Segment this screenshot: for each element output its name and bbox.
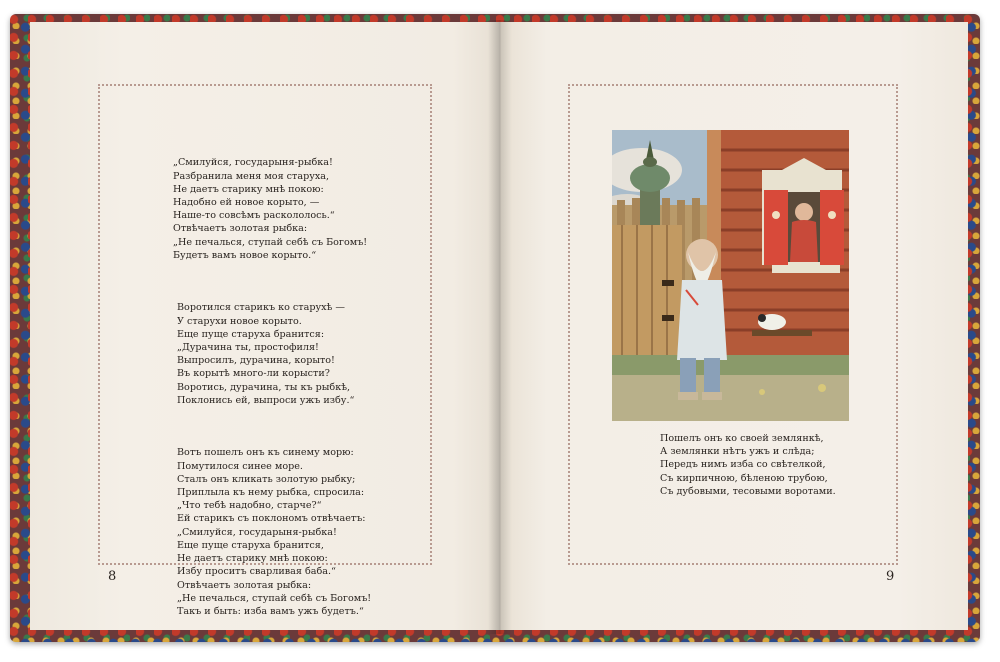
poem-line: Сталъ онъ кликать золотую рыбку; (177, 473, 356, 485)
stanza-3 (177, 446, 371, 618)
poem-line: „Не печалься, ступай себѣ съ Богомъ! (173, 236, 368, 248)
poem-line: Такъ и быть: изба вамъ ужъ будетъ.“ (177, 605, 364, 617)
poem-line: Еще пуще старуха бранится, (177, 539, 324, 551)
poem-line: Отвѣчаетъ золотая рыбка: (173, 223, 308, 235)
left-page-poem (173, 130, 371, 658)
poem-line: Приплыла къ нему рыбка, спросила: (177, 487, 365, 499)
poem-line: Не даетъ старику мнѣ покою: (173, 183, 324, 195)
poem-line: „Не печалься, ступай себѣ съ Богомъ! (177, 592, 372, 604)
poem-line: Ей старикъ съ поклономъ отвѣчаетъ: (177, 513, 366, 525)
illustration-caption (660, 432, 836, 498)
page-number-left: 8 (108, 569, 117, 584)
poem-line: „Смилуйся, государыня-рыбка! (173, 157, 333, 169)
poem-line: Разбранила меня моя старуха, (173, 170, 330, 182)
poem-line: Надобно ей новое корыто, — (173, 197, 320, 209)
right-page (500, 22, 968, 630)
poem-line: У старухи новое корыто. (177, 315, 302, 327)
poem-line: „Смилуйся, государыня-рыбка! (177, 526, 337, 538)
caption-line: Съ кирпичною, бѣленою трубою, (660, 472, 828, 484)
poem-line: Еще пуще старуха бранится: (177, 328, 325, 340)
poem-line: Наше-то совсѣмъ раскололось.“ (173, 210, 335, 222)
page-number-right: 9 (886, 569, 895, 584)
caption-line: Съ дубовыми, тесовыми воротами. (660, 485, 836, 497)
caption-line: А землянки нѣтъ ужъ и слѣда; (660, 446, 815, 458)
book-spine-fold (488, 20, 512, 634)
caption-line: Пошелъ онъ ко своей землянкѣ, (660, 433, 824, 444)
poem-line: Избу проситъ сварливая баба.“ (177, 566, 336, 578)
stanza-2 (177, 301, 371, 407)
poem-line: Въ корытѣ много-ли корысти? (177, 368, 330, 380)
left-page (30, 22, 500, 630)
poem-line: Воротился старикъ ко старухѣ — (177, 302, 345, 314)
poem-line: „Что тебѣ надобно, старче?“ (177, 500, 322, 512)
poem-line: Помутилося синее море. (177, 460, 303, 472)
poem-line: Воротись, дурачина, ты къ рыбкѣ, (177, 381, 351, 393)
caption-line: Передъ нимъ изба со свѣтелкой, (660, 459, 826, 471)
poem-line: Отвѣчаетъ золотая рыбка: (177, 579, 312, 591)
poem-line: Будетъ вамъ новое корыто.“ (173, 249, 317, 261)
poem-line: Поклонись ей, выпроси ужъ избу.“ (177, 394, 355, 406)
poem-line: Вотъ пошелъ онъ къ синему морю: (177, 447, 354, 459)
stanza-1 (173, 156, 371, 262)
poem-line: Выпросилъ, дурачина, корыто! (177, 355, 335, 367)
poem-line: „Дурачина ты, простофиля! (177, 342, 319, 354)
illustration-image (612, 130, 849, 421)
poem-line: Не даетъ старику мнѣ покою: (177, 553, 328, 565)
illustration-old-man-and-izba (612, 130, 849, 421)
